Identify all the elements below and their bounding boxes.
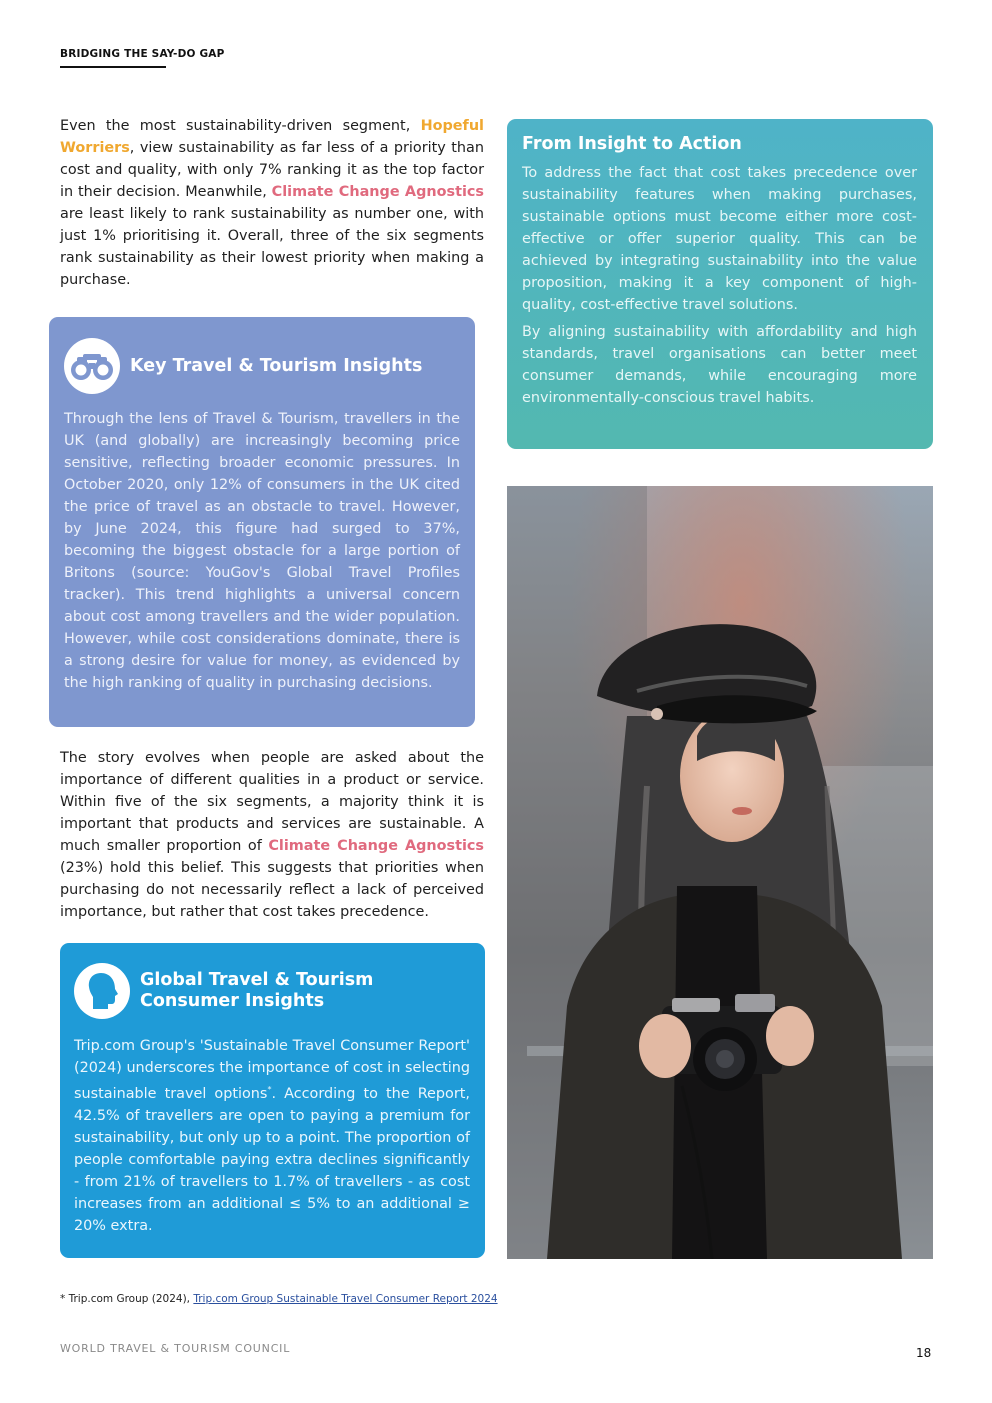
key-insights-header: [64, 337, 460, 395]
insight-to-action-panel: [507, 119, 933, 449]
intro-text-a: Even the most sustainability-driven segment,: [60, 118, 421, 134]
global-insights-header: [74, 961, 470, 1021]
global-insights-title-line1: Global Travel & Tourism: [140, 970, 374, 990]
key-insights-title: Key Travel & Tourism Insights: [130, 355, 423, 376]
header-rule: [60, 66, 166, 68]
global-insights-title-line2: Consumer Insights: [140, 991, 325, 1011]
footnote-prefix: * Trip.com Group (2024),: [60, 1293, 194, 1305]
global-insights-panel: [60, 943, 485, 1258]
insight-to-action-p2: By aligning sustainability with affordability and high standards, travel organisations can better meet consumer demands, while encouraging more environmentally-conscious travel habits.: [522, 324, 917, 406]
global-insights-text: [74, 1035, 470, 1237]
footer-organization: WORLD TRAVEL & TOURISM COUNCIL: [60, 1342, 291, 1355]
page-number: 18: [916, 1346, 932, 1360]
key-insights-text: Through the lens of Travel & Tourism, travellers in the UK (and globally) are increasingly becoming price sensitive, reflecting broader economic pressures. In October 2020, only 12% of consumers in the UK cited the price of travel as an obstacle to travel. However, by June 2024, this figure had surged to 37%, becoming the biggest obstacle for a large portion of Britons (source: YouGov's Global Travel Profiles tracker). This trend highlights a universal concern about cost among travellers and the wider population. However, while cost considerations dominate, there is a strong desire for value for money, as evidenced by the high ranking of quality in purchasing decisions.: [64, 411, 460, 691]
insight-to-action-p1: To address the fact that cost takes precedence over sustainability features when making purchases, sustainable options must become either more cost-effective or offer superior quality. This can be achieved by integrating sustainability into the value proposition, making it a key component of high-quality, cost-effective travel solutions.: [522, 165, 917, 313]
global-insights-text-b: . According to the Report, 42.5% of travellers are open to paying a premium for sustainability, but only up to a point. The proportion of people comfortable paying extra declines significantly - from 21% of travellers to 1.7% of travellers - as cost increases from an additional ≤ 5% to an additional ≥ 20% extra.: [74, 1085, 470, 1234]
story-text-a: The story evolves when people are asked about the importance of different qualities in a product or service. Within five of the six segments, a majority think it is important that products and services are sustainable. A much smaller proportion of: [60, 750, 484, 854]
segment-climate-agnostics-2: Climate Change Agnostics: [268, 838, 484, 854]
segment-hopeful-worriers: Hopeful Worriers: [60, 118, 484, 156]
story-text-b: (23%) hold this belief. This suggests that priorities when purchasing do not necessarily reflect a lack of perceived importance, but rather that cost takes precedence.: [60, 860, 484, 920]
binoculars-icon: [64, 338, 120, 394]
head-profile-icon: [74, 963, 130, 1019]
running-header: BRIDGING THE SAY-DO GAP: [60, 48, 225, 60]
intro-text-b: , view sustainability as far less of a priority than cost and quality, with only 7% ranking it as the top factor in their decision. Meanwhile,: [60, 140, 484, 200]
intro-text-c: are least likely to rank sustainability as number one, with just 1% prioritising it. Overall, three of the six segments rank sustainability as their lowest priority when making a purchase.: [60, 206, 484, 288]
segment-climate-agnostics: Climate Change Agnostics: [271, 184, 484, 200]
footnote-link[interactable]: Trip.com Group Sustainable Travel Consumer Report 2024: [193, 1293, 498, 1305]
footnote: [60, 1293, 498, 1305]
global-insights-title: [140, 970, 373, 1012]
footnote-marker: *: [267, 1085, 272, 1094]
key-insights-panel: [49, 317, 475, 727]
story-paragraph: [60, 747, 484, 923]
intro-paragraph: [60, 115, 484, 291]
insight-to-action-title: From Insight to Action: [522, 134, 742, 154]
global-insights-text-a: Trip.com Group's 'Sustainable Travel Consumer Report' (2024) underscores the importance of cost in selecting sustainable travel options: [74, 1038, 470, 1102]
traveller-photo: [507, 486, 933, 1259]
insight-to-action-text: [522, 162, 917, 409]
